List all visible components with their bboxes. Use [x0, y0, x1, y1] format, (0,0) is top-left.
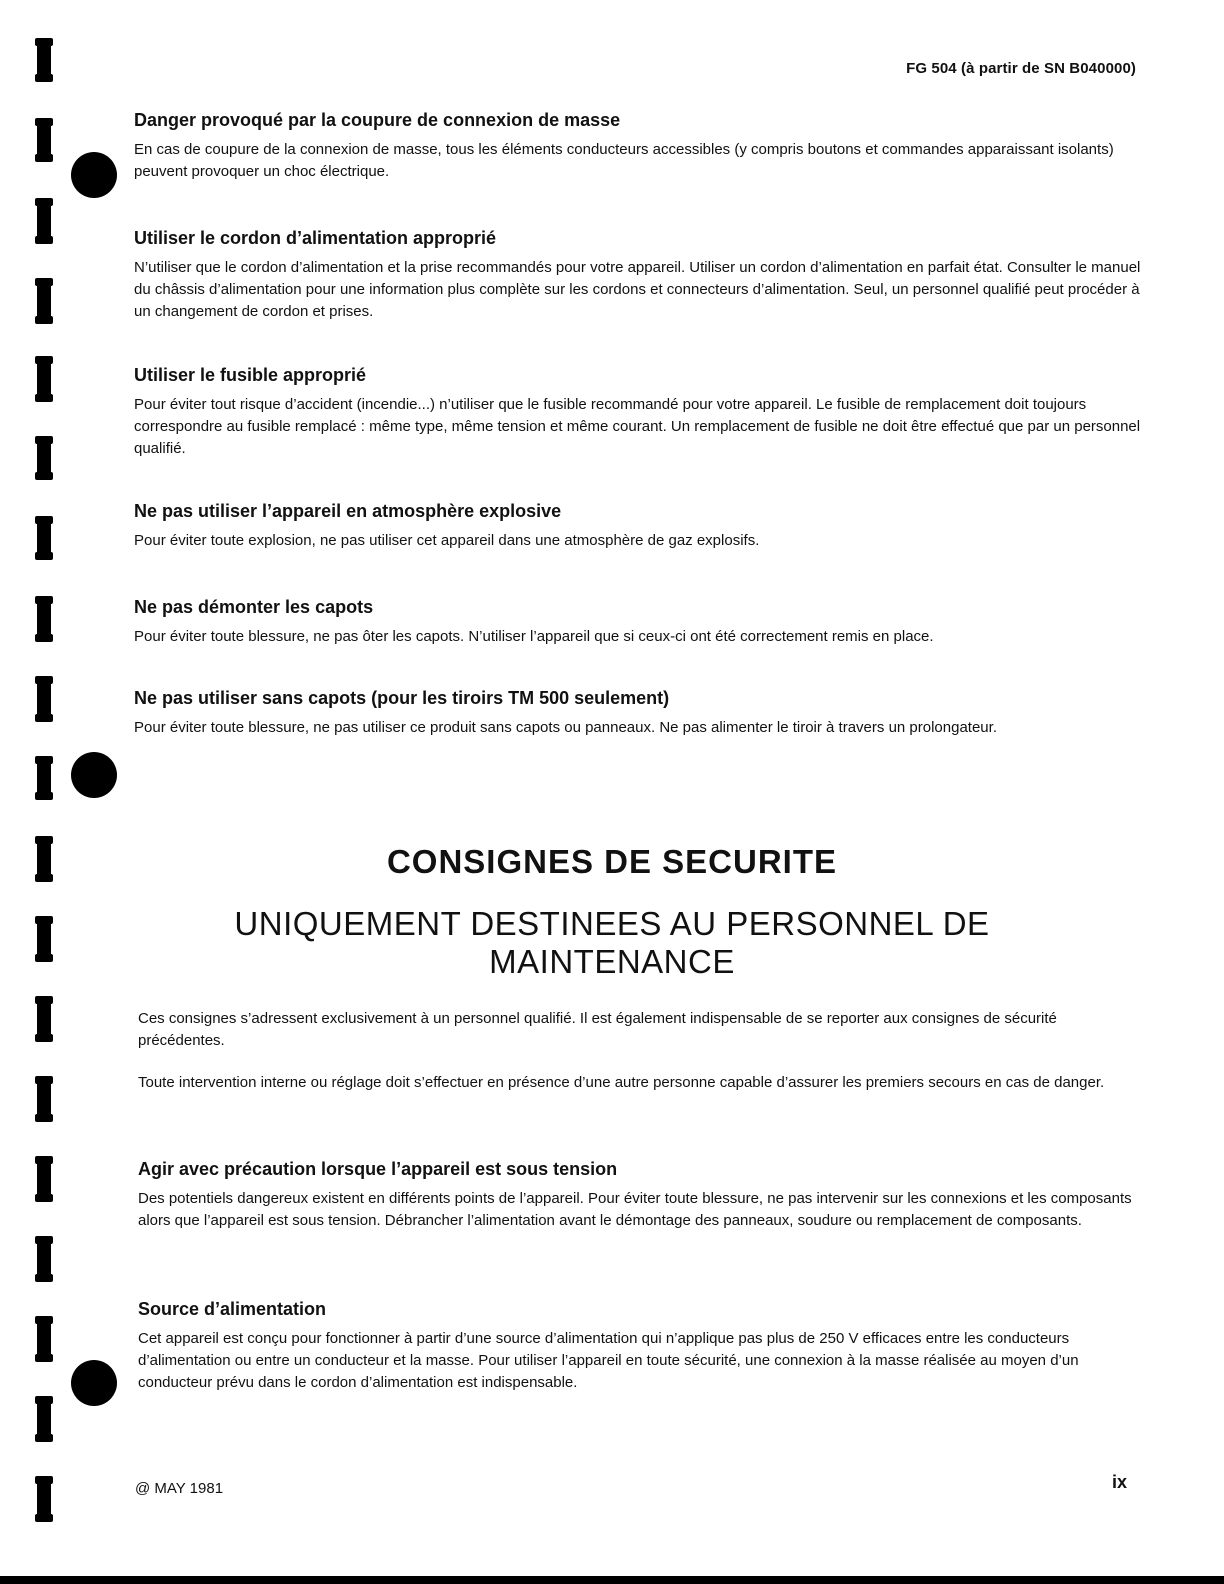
section-ground-danger: [134, 109, 1150, 183]
section-body: Pour éviter toute blessure, ne pas utiliser ce produit sans capots ou panneaux. Ne pas alimenter le tiroir à travers un prolongateur.: [134, 719, 997, 736]
section-body: Des potentiels dangereux existent en différents points de l’appareil. Pour éviter toute blessure, ne pas intervenir sur les connexions et les composants alors que l’appareil est sous tension. Débrancher l’alimentation avant le démontage des panneaux, soudure ou remplacement de composants.: [138, 1190, 1132, 1229]
section-heading: Ne pas démonter les capots: [134, 597, 374, 617]
section-without-covers: [134, 687, 1150, 739]
page-title: CONSIGNES DE SECURITE: [386, 843, 838, 880]
section-power-cord: [134, 227, 1150, 323]
section-power-source: [138, 1298, 1138, 1394]
section-body: N’utiliser que le cordon d’alimentation et la prise recommandés pour votre appareil. Utiliser un cordon d’alimentation en parfait état. Consulter le manuel du châssis d’alimentation pour une information plus complète sur les cordons et connecteurs d’alimentation. Seul, un personnel qualifié peut procéder à un changement de cordon et prises.: [134, 259, 1141, 320]
section-explosive-atmosphere: [134, 500, 1150, 552]
binding-mark: [37, 998, 51, 1040]
intro-paragraph: Toute intervention interne ou réglage doit s’effectuer en présence d’une autre personne capable d’assurer les premiers secours en cas de danger.: [138, 1074, 1105, 1091]
section-body: Pour éviter toute blessure, ne pas ôter les capots. N’utiliser l’appareil que si ceux-ci ont été correctement remis en place.: [134, 628, 934, 645]
binding-mark: [37, 40, 51, 80]
hole-punch: [71, 1360, 117, 1406]
intro-paragraph: Ces consignes s’adressent exclusivement à un personnel qualifié. Il est également indispensable de se reporter aux consignes de sécurité précédentes.: [138, 1010, 1057, 1049]
page-bottom-edge: [0, 1576, 1224, 1584]
section-heading: Danger provoqué par la coupure de connexion de masse: [134, 110, 621, 130]
section-heading: Ne pas utiliser sans capots (pour les tiroirs TM 500 seulement): [134, 688, 670, 708]
section-live-equipment: [138, 1158, 1143, 1232]
binding-mark: [37, 1398, 51, 1440]
section-heading: Agir avec précaution lorsque l’appareil est sous tension: [138, 1159, 618, 1179]
page-number: ix: [1111, 1472, 1127, 1492]
section-heading: Utiliser le cordon d’alimentation approprié: [134, 228, 497, 248]
binding-mark: [37, 358, 51, 400]
footer-date: @ MAY 1981: [135, 1480, 224, 1497]
section-heading: Source d’alimentation: [138, 1299, 327, 1319]
page-subtitle: UNIQUEMENT DESTINEES AU PERSONNEL DE MAINTENANCE: [234, 905, 990, 980]
binding-mark: [37, 918, 51, 960]
binding-mark: [37, 758, 51, 798]
binding-mark: [37, 1158, 51, 1200]
binding-mark: [37, 438, 51, 478]
binding-mark: [37, 200, 51, 242]
hole-punch: [71, 152, 117, 198]
section-body: En cas de coupure de la connexion de masse, tous les éléments conducteurs accessibles (y compris boutons et commandes apparaissant isolants) peuvent provoquer un choc électrique.: [134, 141, 1114, 180]
section-heading: Utiliser le fusible approprié: [134, 365, 367, 385]
binding-mark: [37, 678, 51, 720]
section-fuse: [134, 364, 1150, 460]
section-body: Cet appareil est conçu pour fonctionner à partir d’une source d’alimentation qui n’applique pas plus de 250 V efficaces entre les conducteurs d’alimentation ou entre un conducteur et la masse. Pour utiliser l’appareil en toute sécurité, une connexion à la masse réalisée au moyen d’un conducteur prévu dans le cordon d’alimentation est indispensable.: [138, 1330, 1079, 1391]
binding-mark: [37, 1318, 51, 1360]
hole-punch: [71, 752, 117, 798]
binding-mark: [37, 1238, 51, 1280]
document-reference: FG 504 (à partir de SN B040000): [906, 60, 1136, 77]
binding-mark: [37, 598, 51, 640]
binding-mark: [37, 120, 51, 160]
binding-mark: [37, 1478, 51, 1520]
binding-mark: [37, 518, 51, 558]
section-covers: [134, 596, 1150, 648]
section-heading: Ne pas utiliser l’appareil en atmosphère explosive: [134, 501, 562, 521]
section-body: Pour éviter toute explosion, ne pas utiliser cet appareil dans une atmosphère de gaz explosifs.: [134, 532, 760, 549]
binding-mark: [37, 280, 51, 322]
binding-mark: [37, 1078, 51, 1120]
section-body: Pour éviter tout risque d’accident (incendie...) n’utiliser que le fusible recommandé pour votre appareil. Le fusible de remplacement doit toujours correspondre au fusible remplacé : même type, même tension et même courant. Un remplacement de fusible ne doit être effectué que par un personnel qualifié.: [134, 396, 1141, 457]
